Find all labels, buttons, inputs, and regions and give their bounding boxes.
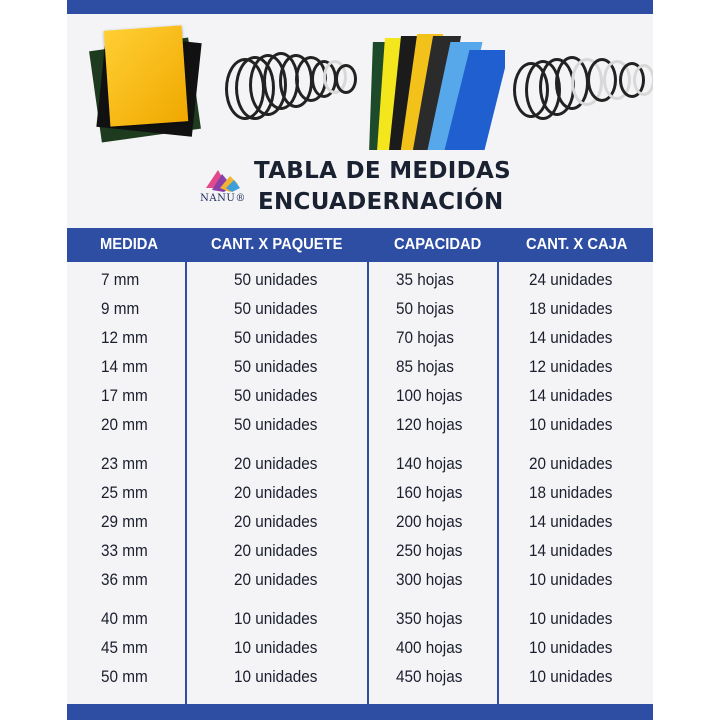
medida-cell: 17 mm <box>101 386 148 405</box>
capacidad-cell: 140 hojas <box>396 454 463 473</box>
header-cant-caja: CANT. X CAJA <box>526 236 628 253</box>
header-medida: MEDIDA <box>100 236 159 253</box>
cant-caja-cell: 10 unidades <box>529 570 613 589</box>
cant-caja-cell: 14 unidades <box>529 512 613 531</box>
page-title-line-1: TABLA DE MEDIDAS <box>254 158 512 184</box>
product-photos <box>67 14 653 150</box>
cant-caja-cell: 24 unidades <box>529 270 613 289</box>
top-accent-bar <box>67 0 653 14</box>
cant-paquete-cell: 20 unidades <box>234 483 318 502</box>
capacidad-cell: 120 hojas <box>396 415 463 434</box>
capacidad-cell: 300 hojas <box>396 570 463 589</box>
cant-caja-cell: 14 unidades <box>529 386 613 405</box>
capacidad-cell: 160 hojas <box>396 483 463 502</box>
cant-paquete-cell: 20 unidades <box>234 570 318 589</box>
cant-paquete-cell: 10 unidades <box>234 609 318 628</box>
cant-caja-cell: 10 unidades <box>529 415 613 434</box>
medida-cell: 23 mm <box>101 454 148 473</box>
cant-caja-cell: 10 unidades <box>529 609 613 628</box>
cant-paquete-cell: 50 unidades <box>234 299 318 318</box>
coils-photo-2 <box>507 14 653 150</box>
medida-cell: 33 mm <box>101 541 148 560</box>
capacidad-cell: 35 hojas <box>396 270 454 289</box>
cant-caja-cell: 14 unidades <box>529 328 613 347</box>
medida-cell: 45 mm <box>101 638 148 657</box>
cant-caja-cell: 10 unidades <box>529 638 613 657</box>
column-divider <box>185 262 187 704</box>
cant-caja-cell: 12 unidades <box>529 357 613 376</box>
cant-paquete-cell: 50 unidades <box>234 386 318 405</box>
capacidad-cell: 85 hojas <box>396 357 454 376</box>
cant-paquete-cell: 10 unidades <box>234 667 318 686</box>
medida-cell: 12 mm <box>101 328 148 347</box>
cant-caja-cell: 14 unidades <box>529 541 613 560</box>
cant-paquete-cell: 50 unidades <box>234 270 318 289</box>
medida-cell: 20 mm <box>101 415 148 434</box>
cant-paquete-cell: 50 unidades <box>234 328 318 347</box>
cant-caja-cell: 18 unidades <box>529 483 613 502</box>
covers-photo-1 <box>67 14 217 150</box>
cant-paquete-cell: 20 unidades <box>234 541 318 560</box>
table-header <box>67 228 653 262</box>
capacidad-cell: 50 hojas <box>396 299 454 318</box>
header-cant-paquete: CANT. X PAQUETE <box>211 236 343 253</box>
medida-cell: 40 mm <box>101 609 148 628</box>
header-capacidad: CAPACIDAD <box>394 236 482 253</box>
medida-cell: 36 mm <box>101 570 148 589</box>
medida-cell: 9 mm <box>101 299 140 318</box>
brand-name: NANU® <box>200 193 246 204</box>
capacidad-cell: 250 hojas <box>396 541 463 560</box>
cant-paquete-cell: 10 unidades <box>234 638 318 657</box>
cant-paquete-cell: 50 unidades <box>234 357 318 376</box>
medida-cell: 25 mm <box>101 483 148 502</box>
capacidad-cell: 350 hojas <box>396 609 463 628</box>
medida-cell: 29 mm <box>101 512 148 531</box>
column-divider <box>367 262 369 704</box>
page-title-line-2: ENCUADERNACIÓN <box>258 189 504 215</box>
medida-cell: 14 mm <box>101 357 148 376</box>
capacidad-cell: 400 hojas <box>396 638 463 657</box>
nanu-logo-icon <box>198 164 244 212</box>
cant-caja-cell: 18 unidades <box>529 299 613 318</box>
medida-cell: 50 mm <box>101 667 148 686</box>
cant-paquete-cell: 20 unidades <box>234 454 318 473</box>
column-divider <box>497 262 499 704</box>
medida-cell: 7 mm <box>101 270 140 289</box>
bottom-accent-bar <box>67 704 653 720</box>
coils-photo-1 <box>219 14 364 150</box>
cant-paquete-cell: 20 unidades <box>234 512 318 531</box>
capacidad-cell: 70 hojas <box>396 328 454 347</box>
covers-photo-2 <box>365 14 505 150</box>
capacidad-cell: 100 hojas <box>396 386 463 405</box>
cant-caja-cell: 10 unidades <box>529 667 613 686</box>
capacidad-cell: 200 hojas <box>396 512 463 531</box>
cant-caja-cell: 20 unidades <box>529 454 613 473</box>
capacidad-cell: 450 hojas <box>396 667 463 686</box>
cant-paquete-cell: 50 unidades <box>234 415 318 434</box>
